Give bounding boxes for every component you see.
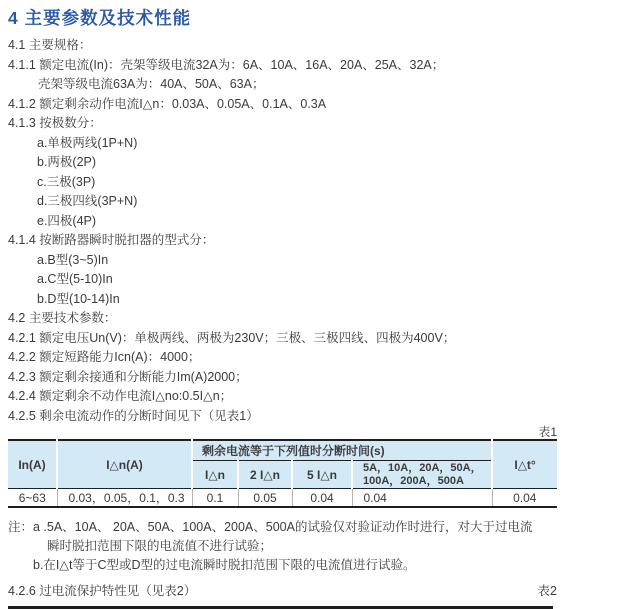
table1-subheader-5idn: 5 I△n	[292, 461, 352, 489]
note-a-line1: 注：a .5A、10A、 20A、50A、100A、200A、500A的试验仅对验证动作时进行，对大于过电流	[8, 520, 533, 534]
spec-line-4-1-3: 4.1.3 按极数分：	[8, 116, 102, 130]
pole-item-d: d.三极四线(3P+N)	[37, 194, 138, 208]
table1-header-idn: I△n(A)	[57, 440, 192, 489]
spec-line-4-2-6: 4.2.6 过电流保护特性见（见表2）	[8, 584, 197, 598]
table1-cell-time-1idn: 0.1	[192, 489, 238, 508]
spec-line-4-2-2: 4.2.2 额定短路能力Icn(A)：4000；	[8, 350, 201, 364]
table1-cell-time-test: 0.04	[352, 489, 492, 508]
table1-subheader-1idn: I△n	[192, 461, 238, 489]
trip-type-b: a.B型(3~5)In	[37, 252, 109, 267]
spec-line-4-2-5: 4.2.5 剩余电流动作的分断时间见下（见表1）	[8, 408, 259, 423]
spec-line-4-1-4: 4.1.4 按断路器瞬时脱扣器的型式分：	[8, 233, 215, 247]
table1-subheader-2idn: 2 I△n	[238, 461, 292, 489]
trip-type-c: a.C型(5-10)In	[37, 272, 113, 286]
table1-cell-time-5idn: 0.04	[292, 489, 352, 508]
spec-line-4-2-3: 4.2.3 额定剩余接通和分断能力Im(A)2000；	[8, 369, 248, 384]
table1-header-idt: I△t°	[492, 440, 557, 489]
pole-item-a: a.单极两线(1P+N)	[37, 135, 138, 150]
spec-line-4-2-1: 4.2.1 额定电压Un(V)：单极两线、两极为230V；三极、三极四线、四极为400V；	[8, 330, 456, 345]
table1-caption: 表1	[538, 425, 557, 439]
pole-item-e: e.四极(4P)	[37, 213, 97, 228]
spec-line-4-2-4: 4.2.4 额定剩余不动作电流I△no:0.5I△n；	[8, 389, 233, 403]
pole-item-c: c.三极(3P)	[37, 174, 96, 189]
table1-cell-time-idt: 0.04	[492, 489, 557, 508]
table1-header-span: 剩余电流等于下列值时分断时间(s)	[192, 440, 492, 461]
notes-block	[8, 518, 641, 575]
pole-item-b: b.两极(2P)	[37, 155, 97, 169]
note-a-line2: 瞬时脱扣范围下限的电流值不进行试验；	[47, 539, 273, 553]
section-title: 4 主要参数及技术性能	[8, 8, 192, 28]
table1-cell-idn: 0.03，0.05，0.1，0.3	[57, 489, 192, 508]
table-row	[8, 489, 557, 508]
table2-caption: 表2	[537, 584, 557, 598]
table1-subheader-test-currents: 5A，10A，20A，50A，100A，200A，500A	[352, 461, 492, 489]
section-4-2-6-row	[8, 584, 557, 599]
spec-line-4-2: 4.2 主要技术参数：	[8, 311, 117, 325]
table1-cell-in: 6~63	[8, 489, 57, 508]
table1-breaking-time	[8, 439, 557, 508]
spec-line-4-1-1: 4.1.1 额定电流(In)：壳架等级电流32A为：6A、10A、16A、20A、25A、32A；	[8, 57, 445, 72]
spec-line-4-1-1-cont: 壳架等级电流63A为：40A、50A、63A；	[38, 77, 265, 91]
trip-type-d: b.D型(10-14)In	[37, 291, 120, 306]
table1-cell-time-2idn: 0.05	[238, 489, 292, 508]
spec-line-4-1-2: 4.1.2 额定剩余动作电流I△n：0.03A、0.05A、0.1A、0.3A	[8, 96, 327, 111]
table1-header-in: In(A)	[8, 440, 57, 489]
note-b: b.在I△t等于C型或D型的过电流瞬时脱扣范围下限的电流值进行试验。	[33, 558, 416, 572]
spec-line-4-1: 4.1 主要规格：	[8, 38, 92, 52]
